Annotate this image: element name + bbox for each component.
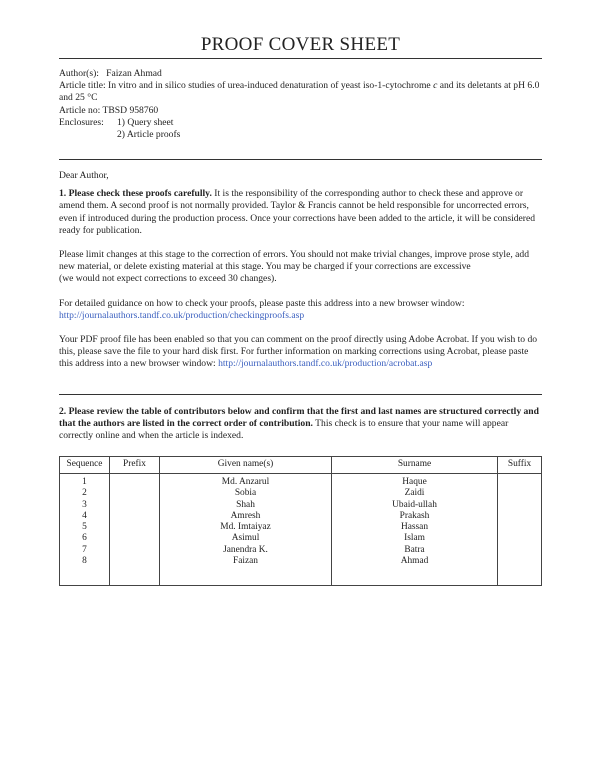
instruction-2-text: Please limit changes at this stage to the correction of errors. You should not make trivial changes, improve prose style, add new material, or delete existing material at this stage. You may be charged if your corrections are excessive bbox=[59, 249, 529, 273]
instruction-4 bbox=[59, 334, 542, 371]
surname-cell: Ubaid-ullah bbox=[392, 499, 437, 510]
contributors-note-heading: 2. Please review the table of contributors below and confirm that the first and last names are structured correctly and that the authors are listed in the correct order of contribution. bbox=[59, 406, 539, 430]
table-header-row bbox=[60, 457, 542, 474]
header-prefix: Prefix bbox=[110, 457, 160, 474]
given-name-cell: Janendra K. bbox=[223, 544, 268, 555]
sequence-cell: 1 bbox=[82, 477, 87, 487]
enclosures-list bbox=[117, 117, 180, 141]
divider bbox=[59, 394, 542, 395]
enclosure-item: 1) Query sheet bbox=[117, 116, 174, 128]
instruction-2-note: (we would not expect corrections to exceed 30 changes). bbox=[59, 273, 277, 285]
given-name-cell: Sobia bbox=[234, 488, 257, 499]
contributors-table bbox=[59, 456, 542, 586]
enclosure-item: 2) Article proofs bbox=[117, 129, 181, 141]
given-name-cell: Faizan bbox=[233, 556, 258, 567]
article-title-row bbox=[59, 80, 542, 104]
authors-label: Author(s): bbox=[59, 68, 99, 79]
article-no-label: Article no: bbox=[59, 104, 101, 116]
sequence-cell: 3 bbox=[82, 499, 87, 510]
instruction-3-text: For detailed guidance on how to check your proofs, please paste this address into a new browser window: bbox=[59, 297, 465, 309]
instruction-1-heading: 1. Please check these proofs carefully. bbox=[59, 188, 212, 200]
header-surname: Surname bbox=[332, 457, 498, 474]
header-sequence: Sequence bbox=[60, 457, 110, 474]
article-metadata bbox=[59, 68, 542, 141]
title-rule bbox=[59, 58, 542, 59]
surname-column bbox=[332, 474, 498, 586]
surname-cell: Haque bbox=[402, 477, 427, 487]
letter-body bbox=[59, 170, 542, 371]
sequence-cell: 2 bbox=[82, 488, 87, 499]
instruction-1-text: It is the responsibility of the corresponding author to check these and approve or amend them. A second proof is not normally provided. Taylor & Francis cannot be held responsible for uncorrected errors, even if introduced during the production process. Once your corrections have been added to the article, it will be considered ready for publication. bbox=[59, 188, 536, 236]
instruction-4-text: Your PDF proof file has been enabled so that you can comment on the proof directly using Adobe Acrobat. If you wish to do this, please save the file to your hard disk first. For further information on marking corrections using Acrobat, please paste this address into a new browser window: bbox=[59, 334, 538, 370]
contributors-instructions bbox=[59, 406, 542, 443]
greeting: Dear Author, bbox=[59, 170, 109, 181]
sequence-cell: 6 bbox=[82, 533, 87, 544]
surname-cell: Islam bbox=[404, 533, 425, 544]
surname-cell: Zaidi bbox=[404, 488, 425, 499]
table-row bbox=[60, 474, 542, 586]
given-name-cell: Asimul bbox=[231, 533, 260, 544]
contributors-note bbox=[59, 406, 542, 443]
instruction-1 bbox=[59, 188, 542, 237]
divider bbox=[59, 159, 542, 160]
enclosures-label: Enclosures: bbox=[59, 116, 104, 128]
prefix-column bbox=[110, 474, 160, 586]
sequence-column bbox=[60, 474, 110, 586]
surname-cell: Ahmad bbox=[400, 556, 429, 567]
given-names-column bbox=[160, 474, 332, 586]
given-name-cell: Md. Anzarul bbox=[221, 477, 270, 487]
article-no-row bbox=[59, 105, 542, 117]
article-title-part2: and its deletants at pH 6.0 and 25 °C bbox=[59, 80, 540, 104]
checking-proofs-link[interactable]: http://journalauthors.tandf.co.uk/production/checkingproofs.asp bbox=[59, 309, 305, 321]
header-given-names: Given name(s) bbox=[160, 457, 332, 474]
contributors-note-text: This check is to ensure that your name will appear correctly online and when the article is indexed. bbox=[59, 418, 509, 442]
given-name-cell: Amresh bbox=[230, 510, 261, 521]
authors-value: Faizan Ahmad bbox=[106, 68, 162, 79]
surname-cell: Batra bbox=[404, 544, 425, 555]
instruction-2 bbox=[59, 249, 542, 286]
header-suffix: Suffix bbox=[498, 457, 542, 474]
instruction-3 bbox=[59, 298, 542, 322]
authors-row bbox=[59, 68, 542, 80]
surname-cell: Prakash bbox=[399, 510, 430, 521]
given-name-cell: Shah bbox=[236, 499, 255, 510]
enclosures-row bbox=[59, 117, 542, 141]
acrobat-link[interactable]: http://journalauthors.tandf.co.uk/production/acrobat.asp bbox=[218, 358, 433, 370]
article-title-part1: In vitro and in silico studies of urea-induced denaturation of yeast iso-1-cytochrome bbox=[108, 80, 431, 92]
sequence-cell: 8 bbox=[82, 556, 87, 567]
surname-cell: Hassan bbox=[400, 522, 429, 533]
sequence-cell: 5 bbox=[82, 522, 87, 533]
page-title: PROOF COVER SHEET bbox=[200, 34, 401, 55]
given-name-cell: Md. Imtaiyaz bbox=[220, 522, 271, 533]
sequence-cell: 4 bbox=[82, 510, 87, 521]
article-title-italic: c bbox=[433, 80, 438, 92]
suffix-column bbox=[498, 474, 542, 586]
sequence-cell: 7 bbox=[82, 544, 87, 555]
article-title-label: Article title: bbox=[59, 80, 106, 92]
article-no-value: TBSD 958760 bbox=[102, 104, 159, 116]
